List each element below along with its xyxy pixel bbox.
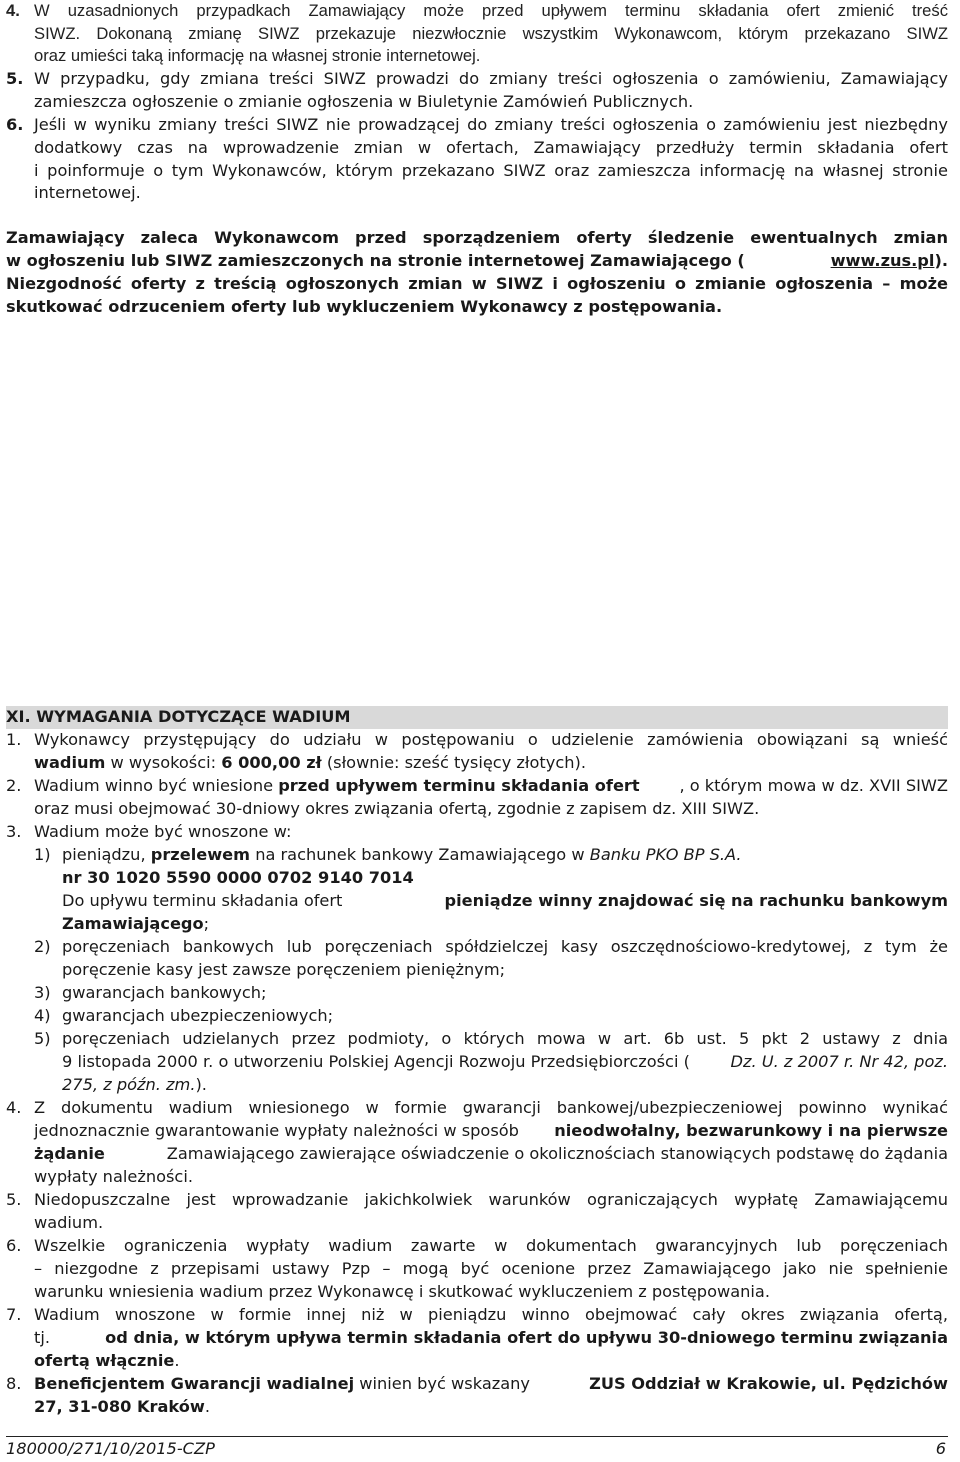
wadium-3-line-1: Wadium może być wnoszone w: <box>34 822 292 841</box>
item-6-line-2: dodatkowy czas na wprowadzenie zmian w ofertach, Zamawiający przedłuży termin składania ofert <box>34 138 948 157</box>
sub-1-number: 1) <box>34 845 51 864</box>
wadium-8-line-1: Beneficjentem Gwarancji wadialnej winien być wskazany ZUS Oddział w Krakowie, ul. Pędzichów <box>34 1374 948 1393</box>
bank-account-number: nr 30 1020 5590 0000 0702 9140 7014 <box>62 868 414 887</box>
page-number: 6 <box>935 1439 946 1458</box>
wadium-2-line-2: oraz musi obejmować 30-dniowy okres związania ofertą, zgodnie z zapisem dz. XIII SIWZ. <box>34 799 760 818</box>
wadium-8-line-2: 27, 31-080 Kraków. <box>34 1397 210 1416</box>
sub-1-line-4: Zamawiającego; <box>62 914 210 933</box>
sub-5-line-2: 9 listopada 2000 r. o utworzeniu Polskiej Agencji Rozwoju Przedsiębiorczości ( Dz. U. z 2007 r. Nr 42, poz. <box>62 1052 948 1071</box>
wadium-6-line-3: warunku wniesienia wadium przez Wykonawcę i skutkować wykluczeniem z postępowania. <box>34 1282 770 1301</box>
wadium-4-line-3: żądanie Zamawiającego zawierające oświadczenie o okolicznościach stanowiących podstawę do żądania <box>34 1144 948 1163</box>
wadium-5-line-1: Niedopuszczalne jest wprowadzanie jakichkolwiek warunków ograniczających wypłatę Zamawiającemu <box>34 1190 948 1209</box>
sub-5-line-1: poręczeniach udzielanych przez podmioty, o których mowa w art. 6b ust. 5 pkt 2 ustawy z dnia <box>62 1029 948 1048</box>
wadium-7-line-1: Wadium wnoszone w formie innej niż w pieniądzu winno obejmować cały okres związania ofertą, <box>34 1305 948 1324</box>
wadium-5-line-2: wadium. <box>34 1213 104 1232</box>
item-5-line-1: W przypadku, gdy zmiana treści SIWZ prowadzi do zmiany treści ogłoszenia o zamówieniu, Zamawiający <box>34 69 948 88</box>
item-5-line-2: zamieszcza ogłoszenie o zmianie ogłoszenia w Biuletynie Zamówień Publicznych. <box>34 92 694 111</box>
sub-2-number: 2) <box>34 937 51 956</box>
zus-website-link[interactable]: www.zus.pl <box>830 251 935 270</box>
wadium-2-line-1: Wadium winno być wniesione przed upływem terminu składania ofert , o którym mowa w dz. XVII SIWZ <box>34 776 948 795</box>
wadium-1-line-1: Wykonawcy przystępujący do udziału w postępowaniu o udzielenie zamówienia obowiązani są wnieść <box>34 730 948 749</box>
wadium-7-number: 7. <box>6 1305 22 1324</box>
notice-line-2 <box>6 250 948 273</box>
sub-3-number: 3) <box>34 983 51 1002</box>
wadium-4-number: 4. <box>6 1098 22 1117</box>
item-4-line-2: SIWZ. Dokonaną zmianę SIWZ przekazuje niezwłocznie wszystkim Wykonawcom, którym przekazano SIWZ <box>34 24 948 43</box>
item-4-line-1: W uzasadnionych przypadkach Zamawiający może przed upływem terminu składania ofert zmienić treść <box>34 1 948 20</box>
item-6-line-4: internetowej. <box>34 183 141 202</box>
wadium-6-line-2: – niezgodne z przepisami ustawy Pzp – mogą być ocenione przez Zamawiającego jako nie spełnienie <box>34 1259 948 1278</box>
wadium-7-line-3: ofertą włącznie. <box>34 1351 180 1370</box>
item-4-number: 4. <box>6 1 20 20</box>
wadium-4-line-4: wypłaty należności. <box>34 1167 193 1186</box>
footer-rule <box>6 1436 948 1437</box>
wadium-6-number: 6. <box>6 1236 22 1255</box>
notice-line-2-text: w ogłoszeniu lub SIWZ zamieszczonych na stronie internetowej Zamawiającego ( <box>6 251 745 270</box>
sub-5-number: 5) <box>34 1029 51 1048</box>
notice-line-4: skutkować odrzuceniem oferty lub wykluczeniem Wykonawcy z postępowania. <box>6 297 723 316</box>
item-6-line-1: Jeśli w wyniku zmiany treści SIWZ nie prowadzącej do zmiany treści ogłoszenia o zamówieniu jest niezbędny <box>34 115 948 134</box>
item-6-number: 6. <box>6 115 24 134</box>
notice-line-1: Zamawiający zaleca Wykonawcom przed sporządzeniem oferty śledzenie ewentualnych zmian <box>6 228 948 247</box>
wadium-4-line-1: Z dokumentu wadium wniesionego w formie gwarancji bankowej/ubezpieczeniowej powinno wynikać <box>34 1098 948 1117</box>
section-title: XI. WYMAGANIA DOTYCZĄCE WADIUM <box>6 707 351 726</box>
sub-4-number: 4) <box>34 1006 51 1025</box>
notice-line-3: Niezgodność oferty z treścią ogłoszonych zmian w SIWZ i ogłoszeniu o zmianie ogłoszenia – może <box>6 274 948 293</box>
sub-5-line-3: 275, z późn. zm.). <box>62 1075 207 1094</box>
sub-1-line-1: pieniądzu, przelewem na rachunek bankowy Zamawiającego w Banku PKO BP S.A. <box>62 845 742 864</box>
sub-1-line-3: Do upływu terminu składania ofert pieniądze winny znajdować się na rachunku bankowym <box>62 891 948 910</box>
sub-3-line-1: gwarancjach bankowych; <box>62 983 267 1002</box>
item-5-number: 5. <box>6 69 24 88</box>
item-4-line-3: oraz umieści taką informację na własnej stronie internetowej. <box>34 46 481 65</box>
wadium-3-number: 3. <box>6 822 22 841</box>
wadium-2-number: 2. <box>6 776 22 795</box>
wadium-7-line-2: tj. od dnia, w którym upływa termin składania ofert do upływu 30-dniowego terminu związania <box>34 1328 948 1347</box>
footer-reference: 180000/271/10/2015-CZP <box>6 1439 215 1458</box>
wadium-1-number: 1. <box>6 730 22 749</box>
sub-2-line-2: poręczenie kasy jest zawsze poręczeniem pieniężnym; <box>62 960 506 979</box>
wadium-amount: 6 000,00 zł <box>221 753 322 772</box>
wadium-4-line-2: jednoznacznie gwarantowanie wypłaty należności w sposób nieodwołalny, bezwarunkowy i na pierwsze <box>34 1121 948 1140</box>
wadium-1-line-2: wadium w wysokości: 6 000,00 zł (słownie: sześć tysięcy złotych). <box>34 753 586 772</box>
wadium-6-line-1: Wszelkie ograniczenia wypłaty wadium zawarte w dokumentach gwarancyjnych lub poręczeniach <box>34 1236 948 1255</box>
sub-2-line-1: poręczeniach bankowych lub poręczeniach spółdzielczej kasy oszczędnościowo-kredytowej, z tym że <box>62 937 948 956</box>
wadium-5-number: 5. <box>6 1190 22 1209</box>
sub-4-line-1: gwarancjach ubezpieczeniowych; <box>62 1006 334 1025</box>
notice-line-2-end: ). <box>934 251 948 270</box>
item-6-line-3: i poinformuje o tym Wykonawców, którym przekazano SIWZ oraz zamieszcza informację na własnej stronie <box>34 161 948 180</box>
wadium-8-number: 8. <box>6 1374 22 1393</box>
